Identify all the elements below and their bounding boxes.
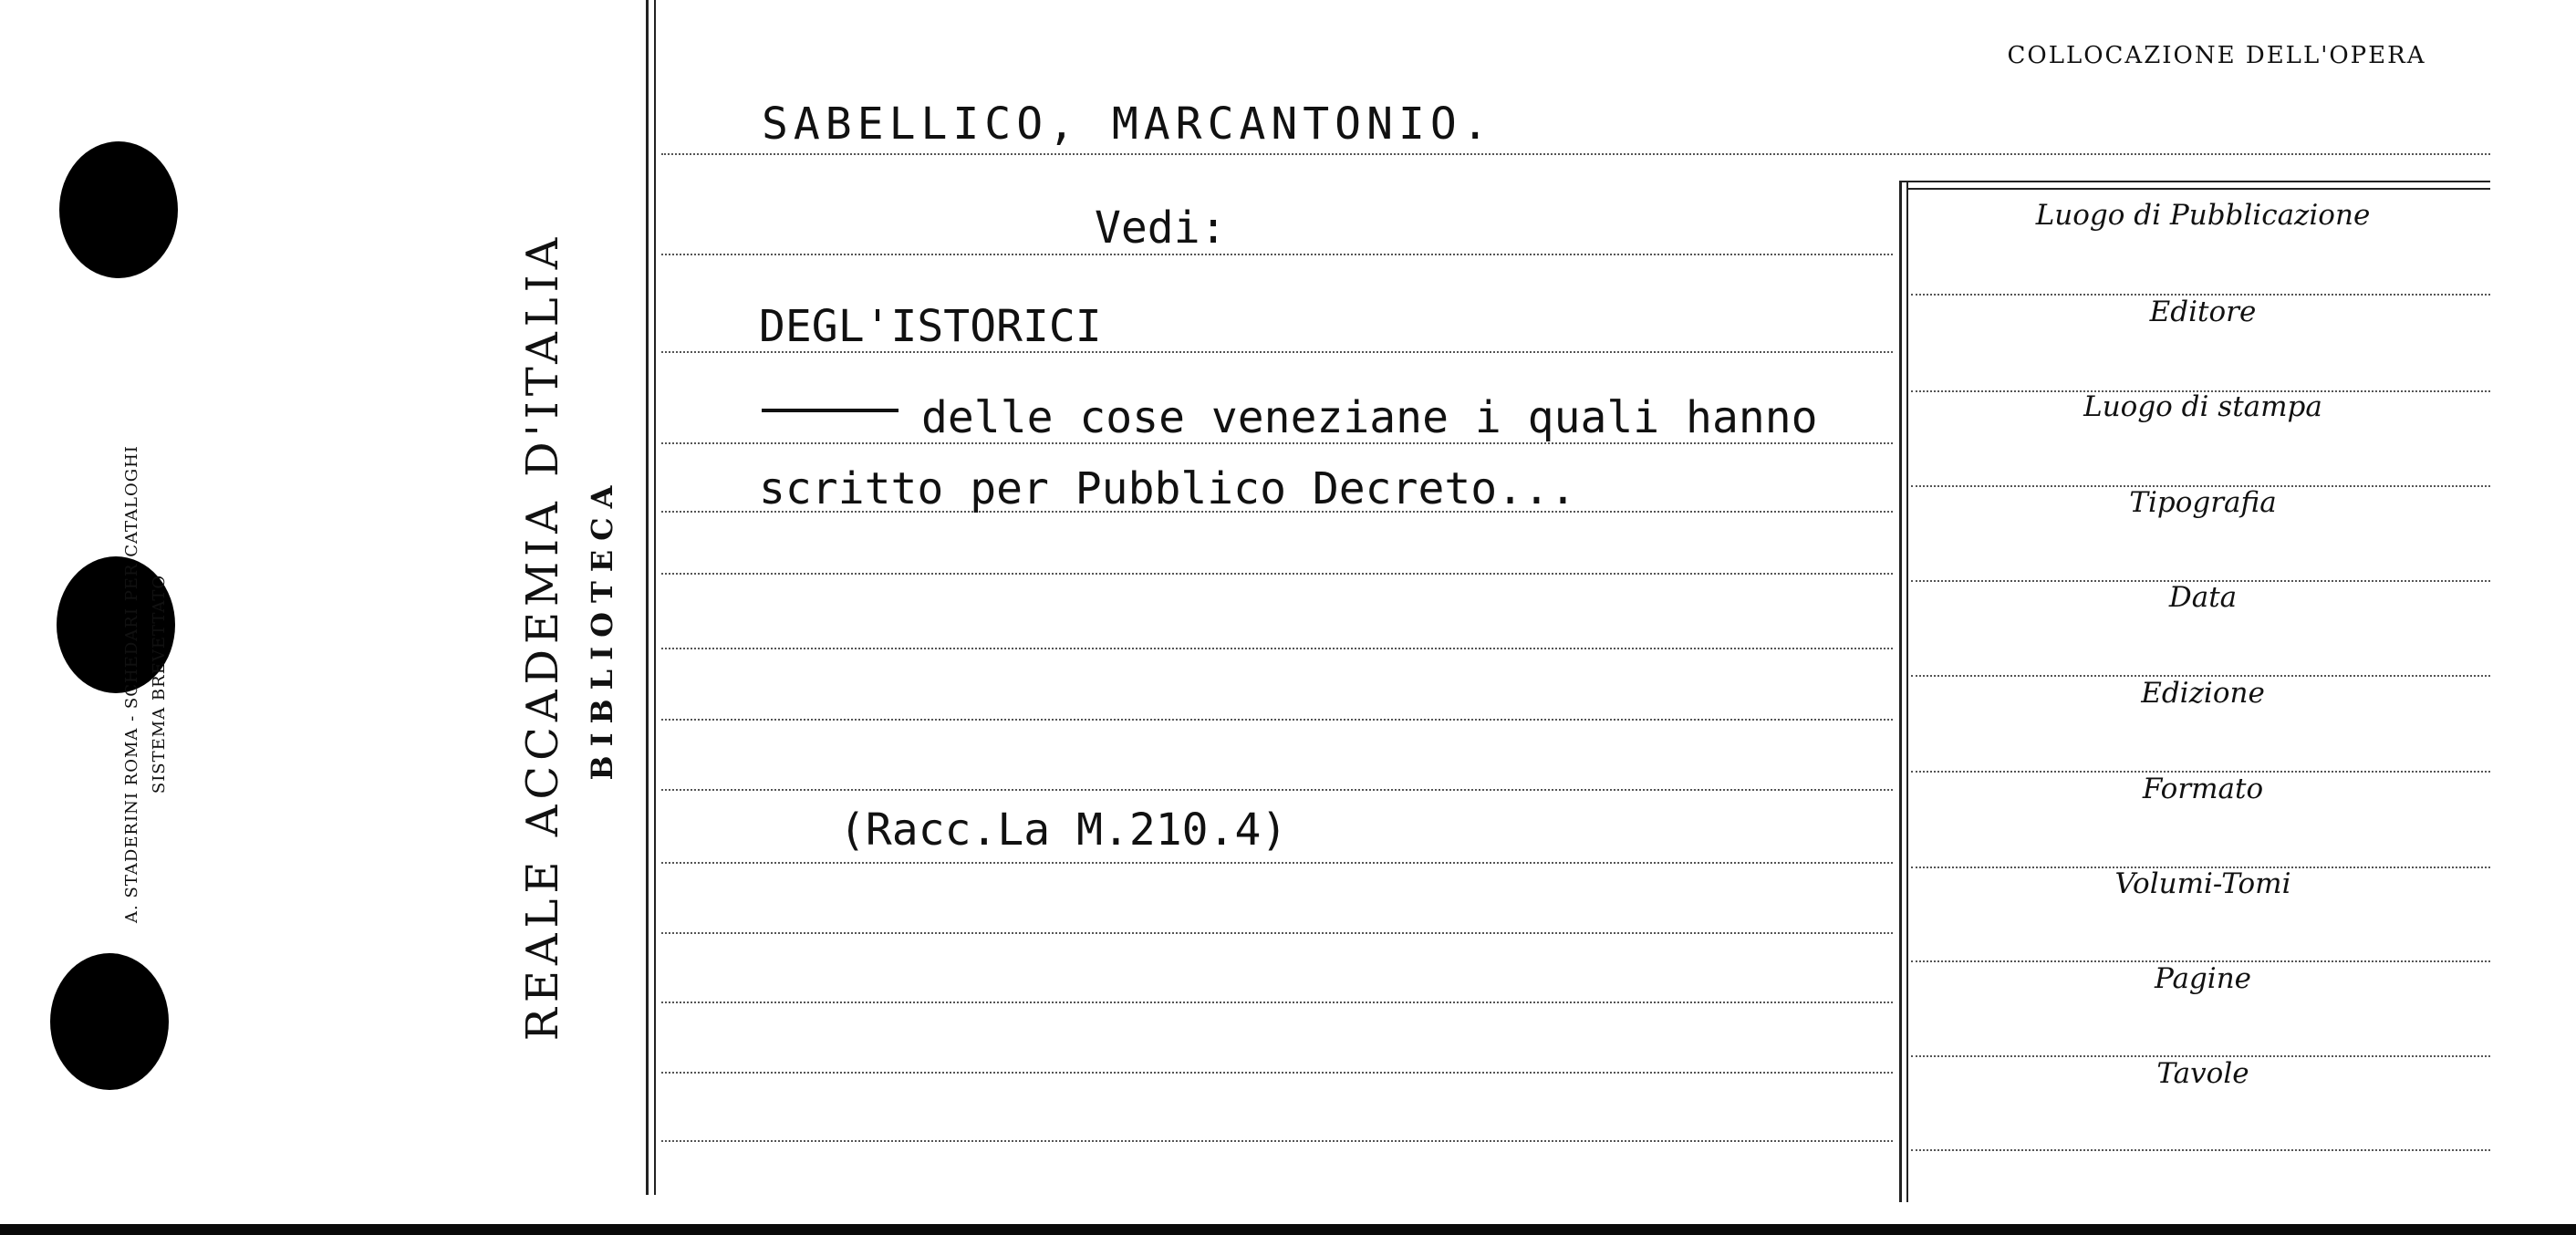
see-reference: Vedi: xyxy=(1095,202,1227,254)
ruled-line xyxy=(661,648,1893,649)
field-label-pagine: Pagine xyxy=(2154,962,2252,995)
ruled-line xyxy=(661,862,1893,864)
ruled-line xyxy=(661,789,1893,791)
field-label-luogo-pubblicazione: Luogo di Pubblicazione xyxy=(2035,199,2371,232)
left-margin-rule-inner xyxy=(654,0,656,1195)
right-box-rule xyxy=(1899,181,1902,1202)
right-box-rule-inner xyxy=(1906,181,1908,1202)
ruled-line xyxy=(661,1140,1893,1142)
collocazione-heading: COLLOCAZIONE DELL'OPERA xyxy=(2007,42,2426,69)
ruled-line xyxy=(661,932,1893,934)
ruled-line xyxy=(661,719,1893,721)
author-heading: SABELLICO, MARCANTONIO. xyxy=(762,99,1494,150)
field-label-data: Data xyxy=(2168,581,2238,614)
left-margin-rule xyxy=(646,0,649,1195)
printer-imprint-line1: A. STADERINI ROMA - SCHEDARI PER CATALOGHI xyxy=(122,445,141,923)
ruled-line xyxy=(661,1072,1893,1074)
ruled-line xyxy=(661,153,2490,155)
scan-edge xyxy=(0,1224,2576,1235)
field-label-volumi-tomi: Volumi-Tomi xyxy=(2114,867,2291,900)
ruled-line xyxy=(661,1001,1893,1003)
field-label-formato: Formato xyxy=(2142,773,2264,805)
shelfmark: (Racc.La M.210.4) xyxy=(839,804,1288,856)
printer-imprint-line2: SISTEMA BREVETTATO xyxy=(150,574,169,794)
field-line xyxy=(1911,1149,2490,1151)
library-name: BIBLIOTECA xyxy=(585,476,619,781)
title-line-3: scritto per Pubblico Decreto... xyxy=(759,463,1576,514)
field-label-luogo-stampa: Luogo di stampa xyxy=(2083,390,2322,423)
title-repeat-dash xyxy=(762,409,898,412)
field-label-edizione: Edizione xyxy=(2141,677,2265,710)
ruled-line xyxy=(661,254,1893,255)
ruled-line xyxy=(661,573,1893,575)
field-label-editore: Editore xyxy=(2149,296,2257,328)
institution-name: REALE ACCADEMIA D'ITALIA xyxy=(517,232,568,1042)
printer-imprint xyxy=(119,274,173,1095)
field-label-tavole: Tavole xyxy=(2156,1057,2249,1090)
right-box-top-rule-2 xyxy=(1906,188,2490,190)
field-label-tipografia: Tipografia xyxy=(2129,486,2277,519)
right-box-top-rule xyxy=(1899,181,2490,182)
title-line-2: delle cose veneziane i quali hanno xyxy=(921,392,1818,443)
punch-hole-top xyxy=(59,141,178,278)
title-line-1: DEGL'ISTORICI xyxy=(759,301,1102,352)
